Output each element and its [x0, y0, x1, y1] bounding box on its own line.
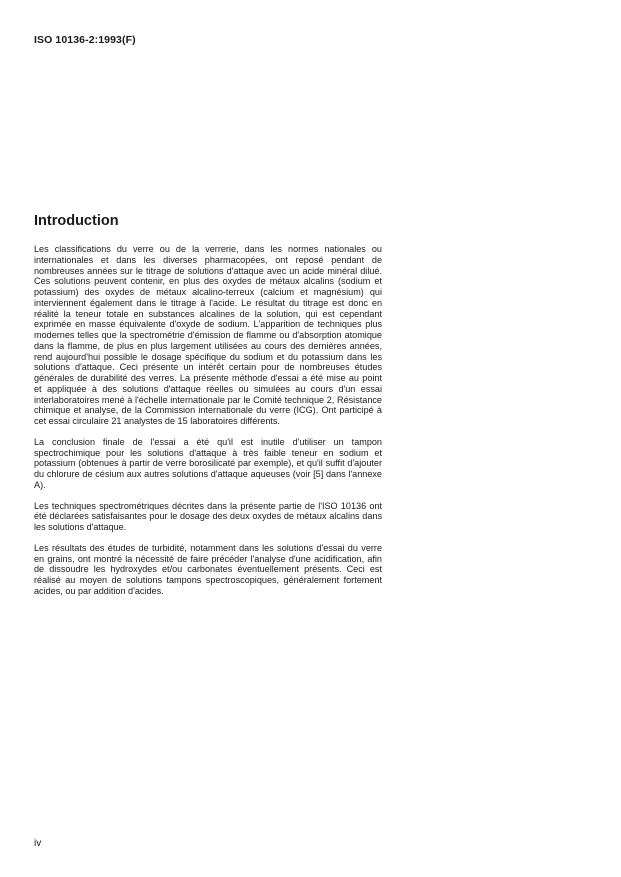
page-number: iv: [34, 838, 42, 849]
paragraph: Les techniques spectrométriques décrites dans la présente partie de l'ISO 10136 ont été déclarées satisfaisantes pour le dosage des deux oxydes de métaux alcalins dans les solutions d'attaque.: [34, 500, 382, 532]
section-title: Introduction: [34, 213, 119, 229]
document-header: ISO 10136-2:1993(F): [34, 34, 136, 46]
paragraph: La conclusion finale de l'essai a été qu'il est inutile d'utiliser un tampon spectrochimique pour les solutions d'attaque à très faible teneur en sodium et potassium (obtenues à partir de verre borosilicaté par exemple), et qu'il suffit d'ajouter du chlorure de césium aux autres solutions d'attaque aqueuses (voir [5] dans l'annexe A).: [34, 436, 382, 490]
paragraph: Les classifications du verre ou de la verrerie, dans les normes nationales ou internationales et dans les diverses pharmacopées, ont reposé pendant de nombreuses années sur le titrage de solutions d'attaque avec un acide minéral dilué. Ces solutions peuvent contenir, en plus des oxydes de métaux alcalins (sodium et potassium) des oxydes de métaux alcalino-terreux (calcium et magnésium) qui interviennent également dans le titrage à l'acide. Le résultat du titrage est donc en réalité la teneur totale en substances alcalines de la solution, qui est cependant exprimée en masse équivalente d'oxyde de sodium. L'apparition de techniques plus modernes telles que la spectrométrie d'émission de flamme ou d'absorption atomique dans la flamme, de plus en plus largement utilisées au cours des dernières années, rend aujourd'hui possible le dosage spécifique du sodium et du potassium dans les solutions d'attaque. Ceci présente un intérêt certain pour de nombreuses études générales de durabilité des verres. La présente méthode d'essai a été mise au point et appliquée à des solutions d'attaque réelles ou simulées au cours d'un essai interlaboratoires mené à l'échelle internationale par le Comité technique 2, Résistance chimique et analyse, de la Commission internationale du verre (ICG). Ont participé à cet essai circulaire 21 analystes de 15 laboratoires différents.: [34, 244, 382, 426]
body-text: [34, 244, 382, 607]
paragraph: Les résultats des études de turbidité, notamment dans les solutions d'essai du verre en grains, ont montré la nécessité de faire précéder l'analyse d'une acidification, afin de dissoudre les hydroxydes et/ou carbonates éventuellement présents. Ceci est réalisé au moyen de solutions tampons spectroscopiques, généralement fortement acides, ou par addition d'acides.: [34, 542, 382, 596]
